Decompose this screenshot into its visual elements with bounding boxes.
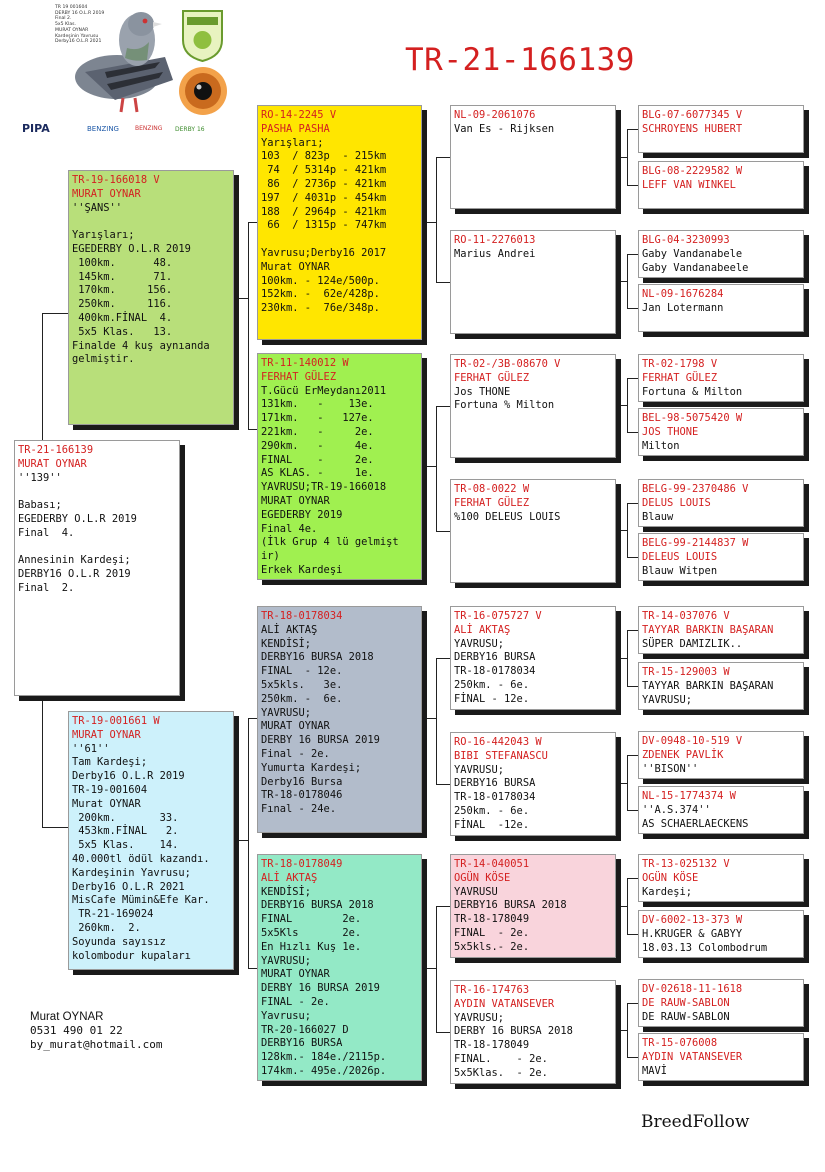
breeder-name: ALİ AKTAŞ: [454, 623, 511, 636]
gggp-card-11: [638, 731, 804, 779]
breeder-name: LEFF VAN WINKEL: [642, 178, 736, 191]
gggp-card-7: [638, 479, 804, 527]
breeder-name: AYDIN VATANSEVER: [454, 997, 555, 1010]
card-line: EGEDERBY O.L.R 2019: [72, 242, 191, 255]
card-line: YAVRUSU;TR-19-166018: [261, 481, 387, 494]
connector-line: [234, 298, 248, 299]
gggp-card-6: [638, 408, 804, 456]
breeder-name: FERHAT GÜLEZ: [642, 371, 718, 384]
ring-number: TR-21-166139: [18, 444, 94, 456]
card-line: 453km.FİNAL 2.: [72, 825, 179, 838]
card-line: DERBY 16 BURSA 2019: [261, 734, 380, 747]
card-line: TR-18-178049: [454, 1039, 530, 1052]
connector-line: [436, 406, 450, 407]
card-line: Derby16 O.L.R 2019: [72, 770, 185, 783]
card-line: 230km. - 76e/348p.: [261, 302, 380, 315]
card-line: 152km. - 62e/428p.: [261, 288, 380, 301]
card-line: kolombodur kupaları: [72, 949, 191, 962]
card-line: Yumurta Kardeşi;: [261, 761, 362, 774]
connector-line: [627, 432, 638, 433]
connector-line: [627, 378, 628, 432]
connector-line: [248, 968, 257, 969]
gggp-card-13: [638, 854, 804, 902]
card-line: Yarışları;: [72, 229, 135, 242]
connector-line: [248, 222, 249, 429]
card-line: 170km. 156.: [72, 284, 173, 297]
sire-card: [68, 170, 234, 425]
card-line: ''139'': [18, 471, 62, 484]
ring-number: TR-16-174763: [454, 984, 530, 996]
card-line: 66 / 1315p - 747km: [261, 219, 387, 232]
card-line: DERBY 16 BURSA 2018: [454, 1025, 573, 1038]
card-line: MURAT OYNAR: [261, 494, 330, 507]
breeder-name: DELEUS LOUIS: [642, 550, 718, 563]
card-line: DERBY 16 BURSA 2019: [261, 982, 380, 995]
card-line: KENDİSİ;: [261, 885, 312, 898]
card-line: Milton: [642, 439, 680, 452]
breeder-name: DELUS LOUIS: [642, 496, 711, 509]
breeder-name: FERHAT GÜLEZ: [261, 370, 337, 383]
gggp-card-9: [638, 606, 804, 654]
connector-line: [627, 308, 638, 309]
card-line: gelmiştir.: [72, 353, 135, 366]
card-line: 400km.FİNAL 4.: [72, 311, 173, 324]
card-line: AS SCHAERLAECKENS: [642, 817, 749, 830]
card-line: Marius Andrei: [454, 247, 536, 260]
connector-line: [616, 658, 627, 659]
photo-caption-line: 5x5 Klas.: [55, 22, 76, 28]
connector-line: [436, 906, 450, 907]
gggp-card-12: [638, 786, 804, 834]
card-line: 197 / 4031p - 454km: [261, 191, 387, 204]
card-line: Murat OYNAR: [72, 797, 141, 810]
card-line: 250km. - 6e.: [454, 678, 530, 691]
card-line: Fortuna % Milton: [454, 399, 555, 412]
ggp-card-4: [450, 479, 616, 583]
card-line: YAVRUSU;: [454, 637, 505, 650]
breeder-name: MURAT OYNAR: [18, 457, 87, 470]
ring-number: DV-02618-11-1618: [642, 983, 743, 995]
ring-number: TR-11-140012 W: [261, 357, 349, 369]
card-line: YAVRUSU;: [642, 693, 693, 706]
card-line: MURAT OYNAR: [261, 720, 330, 733]
connector-line: [436, 906, 437, 1032]
connector-line: [627, 878, 638, 879]
card-line: Gaby Vandanabele: [642, 247, 743, 260]
card-line: MURAT OYNAR: [261, 968, 330, 981]
connector-line: [627, 1003, 638, 1004]
gggp-card-3: [638, 230, 804, 278]
card-line: T.Gücü ErMeydanı2011: [261, 384, 387, 397]
ring-number: BELG-99-2144837 W: [642, 537, 749, 549]
ring-number: RO-16-442043 W: [454, 736, 542, 748]
connector-line: [436, 784, 450, 785]
card-line: En Hızlı Kuş 1e.: [261, 940, 362, 953]
page-title: TR-21-166139: [405, 42, 635, 78]
ring-number: BLG-08-2229582 W: [642, 165, 743, 177]
ring-number: TR-18-0178034: [261, 610, 343, 622]
connector-line: [627, 878, 628, 934]
breeder-name: OGÜN KÖSE: [642, 871, 699, 884]
card-line: Final 4e.: [261, 522, 318, 535]
photo-caption-line: DERBY 16 O.L.R 2019: [55, 10, 105, 16]
card-line: Finalde 4 kuş aynıanda: [72, 339, 210, 352]
card-line: 5x5kls. 3e.: [261, 678, 343, 691]
connector-line: [627, 557, 638, 558]
card-line: Yarışları;: [261, 136, 324, 149]
card-line: DE RAUW-SABLON: [642, 1010, 730, 1023]
ring-number: TR-13-025132 V: [642, 858, 730, 870]
breeder-name: AYDIN VATANSEVER: [642, 1050, 743, 1063]
card-line: 260km. 2.: [72, 921, 141, 934]
ggp-card-2: [450, 230, 616, 334]
card-line: DERBY16 BURSA: [261, 1037, 343, 1050]
card-line: ir): [261, 550, 280, 563]
card-line: Kardeşi;: [642, 885, 693, 898]
card-line: H.KRUGER & GABYY: [642, 927, 743, 940]
breeder-name: JOS THONE: [642, 425, 699, 438]
ring-number: TR-19-001661 W: [72, 715, 160, 727]
photo-caption-line: Kardeşinin Yavrusu: [55, 33, 99, 39]
card-line: 5x5Klas. - 2e.: [454, 1066, 548, 1079]
ring-number: TR-02-/3B-08670 V: [454, 358, 561, 370]
connector-line: [627, 630, 628, 686]
ring-number: TR-02-1798 V: [642, 358, 718, 370]
card-line: Blauw: [642, 510, 674, 523]
card-line: FINAL - 2e.: [261, 453, 374, 466]
ring-number: TR-15-076008: [642, 1037, 718, 1049]
breeder-name: MURAT OYNAR: [72, 728, 141, 741]
ring-number: TR-08-0022 W: [454, 483, 530, 495]
breeder-name: MURAT OYNAR: [72, 187, 141, 200]
connector-line: [627, 254, 628, 308]
card-line: Fınal - 24e.: [261, 803, 337, 816]
connector-line: [627, 185, 638, 186]
ring-number: TR-19-166018 V: [72, 174, 160, 186]
ring-number: TR-14-040051: [454, 858, 530, 870]
ggp-card-8: [450, 980, 616, 1084]
connector-line: [436, 658, 450, 659]
card-line: EGEDERBY 2019: [261, 508, 343, 521]
connector-line: [436, 1032, 450, 1033]
card-line: Soyunda sayısız: [72, 935, 166, 948]
card-line: YAVRUSU: [454, 885, 498, 898]
ring-number: DV-0948-10-519 V: [642, 735, 743, 747]
connector-line: [627, 503, 638, 504]
gggp-card-16: [638, 1033, 804, 1081]
card-line: FINAL. - 2e.: [454, 1052, 548, 1065]
card-line: TR-18-0178034: [454, 665, 536, 678]
card-line: TR-18-0178046: [261, 789, 343, 802]
card-line: FINAL - 2e.: [454, 926, 530, 939]
card-line: [261, 233, 418, 247]
sire-dam-card: [257, 353, 422, 580]
card-line: 200km. 33.: [72, 811, 179, 824]
derby-shield-logo: [180, 8, 225, 63]
card-line: 86 / 2736p - 421km: [261, 177, 387, 190]
connector-line: [616, 405, 627, 406]
photo-caption-line: Derby16 O.L.R 2021: [55, 39, 102, 45]
gggp-card-14: [638, 910, 804, 958]
breeder-name: PASHA PASHA: [261, 122, 330, 135]
card-line: 250km. - 6e.: [454, 804, 530, 817]
connector-line: [248, 429, 257, 430]
gggp-card-10: [638, 662, 804, 710]
connector-line: [248, 718, 257, 719]
gggp-card-2: [638, 161, 804, 209]
card-line: AS KLAS. - 1e.: [261, 467, 374, 480]
ggp-card-1: [450, 105, 616, 209]
card-line: 100km. 48.: [72, 256, 173, 269]
gggp-card-5: [638, 354, 804, 402]
photo-caption-line: Final 2.: [55, 16, 72, 22]
card-line: Murat OYNAR: [261, 260, 330, 273]
ring-number: BLG-07-6077345 V: [642, 109, 743, 121]
card-line: Annesinin Kardeşi;: [18, 554, 131, 567]
ggp-card-6: [450, 732, 616, 836]
card-line: DERBY16 BURSA 2018: [261, 899, 374, 912]
benzing-logo: BENZING: [87, 125, 119, 133]
ring-number: NL-09-2061076: [454, 109, 536, 121]
card-line: FINAL 2e.: [261, 913, 362, 926]
connector-line: [627, 254, 638, 255]
card-line: Van Es - Rijksen: [454, 122, 555, 135]
card-line: YAVRUSU;: [261, 954, 312, 967]
card-line: Final - 2e.: [261, 747, 330, 760]
card-line: Fortuna & Milton: [642, 385, 743, 398]
connector-line: [422, 222, 436, 223]
connector-line: [616, 281, 627, 282]
connector-line: [436, 531, 450, 532]
breeder-name: OGÜN KÖSE: [454, 871, 511, 884]
photo-caption-line: MURAT OYNAR: [55, 27, 89, 33]
card-line: TR-19-001604: [72, 783, 148, 796]
card-line: [18, 485, 176, 499]
card-line: 74 / 5314p - 421km: [261, 164, 387, 177]
card-line: 18.03.13 Colombodrum: [642, 941, 768, 954]
connector-line: [422, 466, 436, 467]
connector-line: [616, 906, 627, 907]
pipa-logo: PIPA: [22, 122, 50, 135]
connector-line: [627, 755, 628, 810]
card-line: 171km. - 127e.: [261, 412, 374, 425]
card-line: %100 DELEUS LOUIS: [454, 510, 561, 523]
card-line: (İlk Grup 4 lü gelmişt: [261, 536, 399, 549]
connector-line: [627, 686, 638, 687]
card-line: 145km. 71.: [72, 270, 173, 283]
connector-line: [422, 968, 436, 969]
connector-line: [436, 157, 450, 158]
card-line: FINAL - 2e.: [261, 995, 330, 1008]
ggp-card-5: [450, 606, 616, 710]
connector-line: [436, 282, 450, 283]
card-line: 100km. - 124e/500p.: [261, 274, 380, 287]
card-line: 40.000tl ödül kazandı.: [72, 852, 210, 865]
card-line: Erkek Kardeşi: [261, 563, 343, 576]
sire-sire-card: [257, 105, 422, 340]
dam-card: [68, 711, 234, 970]
card-line: 5x5 Klas. 14.: [72, 839, 179, 852]
breeder-name: DE RAUW-SABLON: [642, 996, 730, 1009]
ggp-card-3: [450, 354, 616, 458]
connector-line: [248, 718, 249, 968]
card-line: DERBY16 BURSA 2018: [454, 899, 567, 912]
card-line: ''A.S.374'': [642, 803, 711, 816]
connector-line: [627, 810, 638, 811]
card-line: 5x5 Klas. 13.: [72, 325, 173, 338]
gggp-card-1: [638, 105, 804, 153]
card-line: [72, 215, 230, 229]
breeder-name: FERHAT GÜLEZ: [454, 496, 530, 509]
card-line: DERBY16 O.L.R 2019: [18, 568, 131, 581]
card-line: Babası;: [18, 499, 62, 512]
connector-line: [616, 157, 627, 158]
connector-line: [627, 129, 638, 130]
card-line: TR-20-166027 D: [261, 1023, 349, 1036]
benzing-logo-2: BENZING: [135, 125, 163, 132]
card-line: ALİ AKTAŞ: [261, 623, 318, 636]
owner-phone: 0531 490 01 22: [30, 1024, 123, 1037]
card-line: ''61'': [72, 742, 110, 755]
connector-line: [436, 406, 437, 531]
card-line: TR-21-169024: [72, 908, 154, 921]
breeder-name: ZDENEK PAVLİK: [642, 748, 724, 761]
card-line: 128km.- 184e./2115p.: [261, 1051, 387, 1064]
card-line: 174km.- 495e./2026p.: [261, 1064, 387, 1077]
card-line: 131km. - 13e.: [261, 398, 374, 411]
card-line: Blauw Witpen: [642, 564, 718, 577]
ring-number: BELG-99-2370486 V: [642, 483, 749, 495]
photo-caption-line: TR 19 001604: [55, 5, 88, 10]
connector-line: [234, 840, 248, 841]
card-line: YAVRUSU;: [261, 706, 312, 719]
card-line: YAVRUSU;: [454, 763, 505, 776]
breeder-name: FERHAT GÜLEZ: [454, 371, 530, 384]
card-line: Gaby Vandanabeele: [642, 261, 749, 274]
ring-number: DV-6002-13-373 W: [642, 914, 743, 926]
connector-line: [436, 658, 437, 784]
dam-sire-card: [257, 606, 422, 833]
card-line: TAYYAR BARKIN BAŞARAN: [642, 679, 774, 692]
card-line: Jan Lotermann: [642, 301, 724, 314]
card-line: Derby16 Bursa: [261, 775, 343, 788]
ring-number: TR-16-075727 V: [454, 610, 542, 622]
card-line: DERBY16 BURSA 2018: [261, 651, 374, 664]
card-line: ''BISON'': [642, 762, 699, 775]
connector-line: [627, 630, 638, 631]
pigeon-photo: [45, 2, 180, 120]
breeder-name: BIBI STEFANASCU: [454, 749, 548, 762]
owner-name: Murat OYNAR: [30, 1011, 104, 1023]
ring-number: NL-09-1676284: [642, 288, 724, 300]
gggp-card-4: [638, 284, 804, 332]
breeder-name: SCHROYENS HUBERT: [642, 122, 743, 135]
card-line: 250km. - 6e.: [261, 692, 343, 705]
pigeon-eye-image: [178, 66, 228, 116]
card-line: Final 2.: [18, 581, 75, 594]
connector-line: [422, 718, 436, 719]
card-line: MAVİ: [642, 1064, 668, 1077]
card-line: Jos THONE: [454, 385, 511, 398]
card-line: Kardeşinin Yavrusu;: [72, 866, 191, 879]
card-line: DERBY16 BURSA: [454, 777, 536, 790]
ggp-card-7: [450, 854, 616, 958]
ring-number: RO-11-2276013: [454, 234, 536, 246]
card-line: DERBY16 BURSA: [454, 651, 536, 664]
derby-logo-small: DERBY 16: [175, 126, 205, 133]
owner-email[interactable]: by_murat@hotmail.com: [30, 1038, 163, 1051]
card-line: FINAL - 12e.: [261, 665, 343, 678]
card-line: Derby16 O.L.R 2021: [72, 880, 185, 893]
connector-line: [627, 934, 638, 935]
breedfollow-brand: BreedFollow: [641, 1112, 750, 1132]
connector-line: [627, 129, 628, 185]
ring-number: TR-18-0178049: [261, 858, 343, 870]
ring-number: RO-14-2245 V: [261, 109, 337, 121]
card-line: 103 / 823p - 215km: [261, 150, 387, 163]
card-line: TR-18-0178034: [454, 791, 536, 804]
connector-line: [42, 313, 68, 314]
card-line: 250km. 116.: [72, 298, 173, 311]
card-line: Yavrusu;Derby16 2017: [261, 246, 387, 259]
connector-line: [248, 222, 257, 223]
card-line: Yavrusu;: [261, 1009, 312, 1022]
card-line: 5x5Kls 2e.: [261, 926, 362, 939]
breeder-name: TAYYAR BARKIN BAŞARAN: [642, 623, 774, 636]
card-line: Final 4.: [18, 526, 75, 539]
connector-line: [436, 157, 437, 282]
ring-number: NL-15-1774374 W: [642, 790, 736, 802]
card-line: 188 / 2964p - 421km: [261, 205, 387, 218]
card-line: SÜPER DAMIZLIK..: [642, 637, 743, 650]
connector-line: [616, 530, 627, 531]
card-line: 5x5kls.- 2e.: [454, 940, 530, 953]
card-line: KENDİSİ;: [261, 637, 312, 650]
ring-number: BLG-04-3230993: [642, 234, 730, 246]
owner-contact: [30, 1010, 162, 1052]
ring-number: BEL-98-5075420 W: [642, 412, 743, 424]
card-line: 221km. - 2e.: [261, 425, 374, 438]
card-line: [18, 541, 176, 555]
card-line: ''ŞANS'': [72, 201, 123, 214]
card-line: FİNAL -12e.: [454, 818, 530, 831]
card-line: TR-18-178049: [454, 913, 530, 926]
connector-line: [616, 783, 627, 784]
connector-line: [627, 1003, 628, 1057]
card-line: Tam Kardeşi;: [72, 756, 148, 769]
card-line: MisCafe Mümin&Efe Kar.: [72, 894, 210, 907]
card-line: FİNAL - 12e.: [454, 692, 530, 705]
ring-number: TR-15-129003 W: [642, 666, 730, 678]
ring-number: TR-14-037076 V: [642, 610, 730, 622]
gggp-card-15: [638, 979, 804, 1027]
subject-card: [14, 440, 180, 696]
connector-line: [627, 755, 638, 756]
card-line: EGEDERBY O.L.R 2019: [18, 512, 137, 525]
card-line: 290km. - 4e.: [261, 439, 374, 452]
breeder-name: ALİ AKTAŞ: [261, 871, 318, 884]
connector-line: [627, 503, 628, 557]
connector-line: [42, 827, 68, 828]
connector-line: [616, 1030, 627, 1031]
card-line: YAVRUSU;: [454, 1011, 505, 1024]
connector-line: [627, 1057, 638, 1058]
gggp-card-8: [638, 533, 804, 581]
dam-dam-card: [257, 854, 422, 1081]
connector-line: [627, 378, 638, 379]
